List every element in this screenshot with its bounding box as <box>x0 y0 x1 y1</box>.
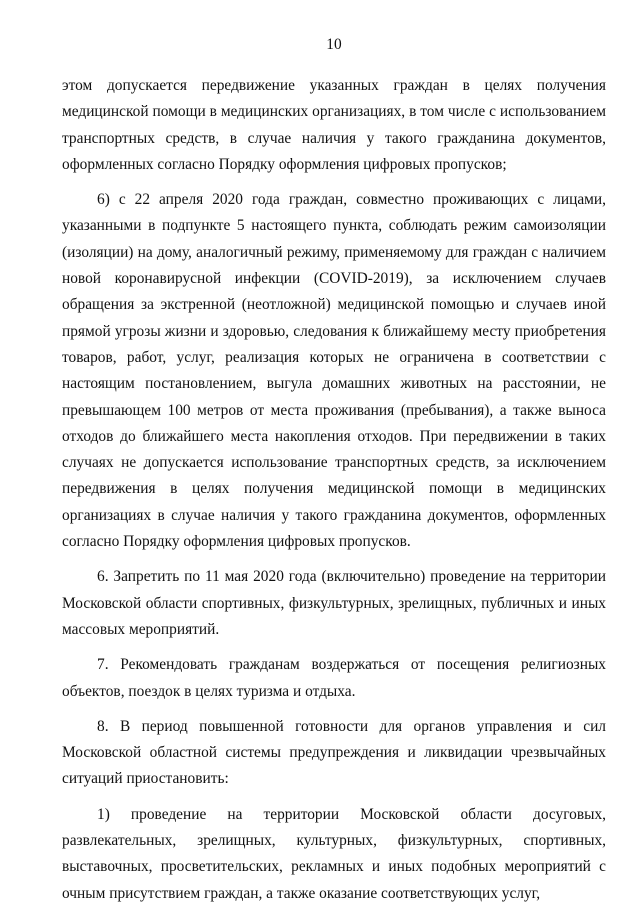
paragraph-subitem-1: 1) проведение на территории Московской области досуговых, развлекательных, зрелищных, культурных, физкультурных, спортивных, выставочных, просветительских, рекламных и иных подобных мероприятий с очным присутствием граждан, а также оказание соответствующих услуг, <box>62 805 606 902</box>
paragraph-item-7: 7. Рекомендовать гражданам воздержаться от посещения религиозных объектов, поездок в целях туризма и отдыха. <box>62 656 606 700</box>
paragraph-item-8: 8. В период повышенной готовности для органов управления и сил Московской областной системы предупреждения и ликвидации чрезвычайных ситуаций приостановить: <box>62 717 606 788</box>
paragraph-continuation: этом допускается передвижение указанных граждан в целях получения медицинской помощи в медицинских организациях, в том числе с использованием транспортных средств, в случае наличия у такого гражданина документов, оформленных согласно Порядку оформления цифровых пропусков; <box>62 77 606 173</box>
page-number: 10 <box>326 36 342 53</box>
paragraph-item-6: 6. Запретить по 11 мая 2020 года (включительно) проведение на территории Московской области спортивных, физкультурных, зрелищных, публичных и иных массовых мероприятий. <box>62 568 606 638</box>
paragraph-subitem-6: 6) с 22 апреля 2020 года граждан, совместно проживающих с лицами, указанными в подпункте 5 настоящего пункта, соблюдать режим самоизоляции (изоляции) на дому, аналогичный режиму, применяемому для граждан с наличием новой коронавирусной инфекции (COVID-2019), за исключением случаев обращения за экстренной (неотложной) медицинской помощью и случаев иной прямой угрозы жизни и здоровью, следования к ближайшему месту приобретения товаров, работ, услуг, реализация которых не ограничена в соответствии с настоящим постановлением, выгула домашних животных на расстоянии, не превышающем 100 метров от места проживания (пребывания), а также выноса отходов до ближайшего места накопления отходов. При передвижении в таких случаях не допускается использование транспортных средств, за исключением передвижения в целях получения медицинской помощи в медицинских организациях в случае наличия у такого гражданина документов, оформленных согласно Порядку оформления цифровых пропусков. <box>62 191 606 551</box>
